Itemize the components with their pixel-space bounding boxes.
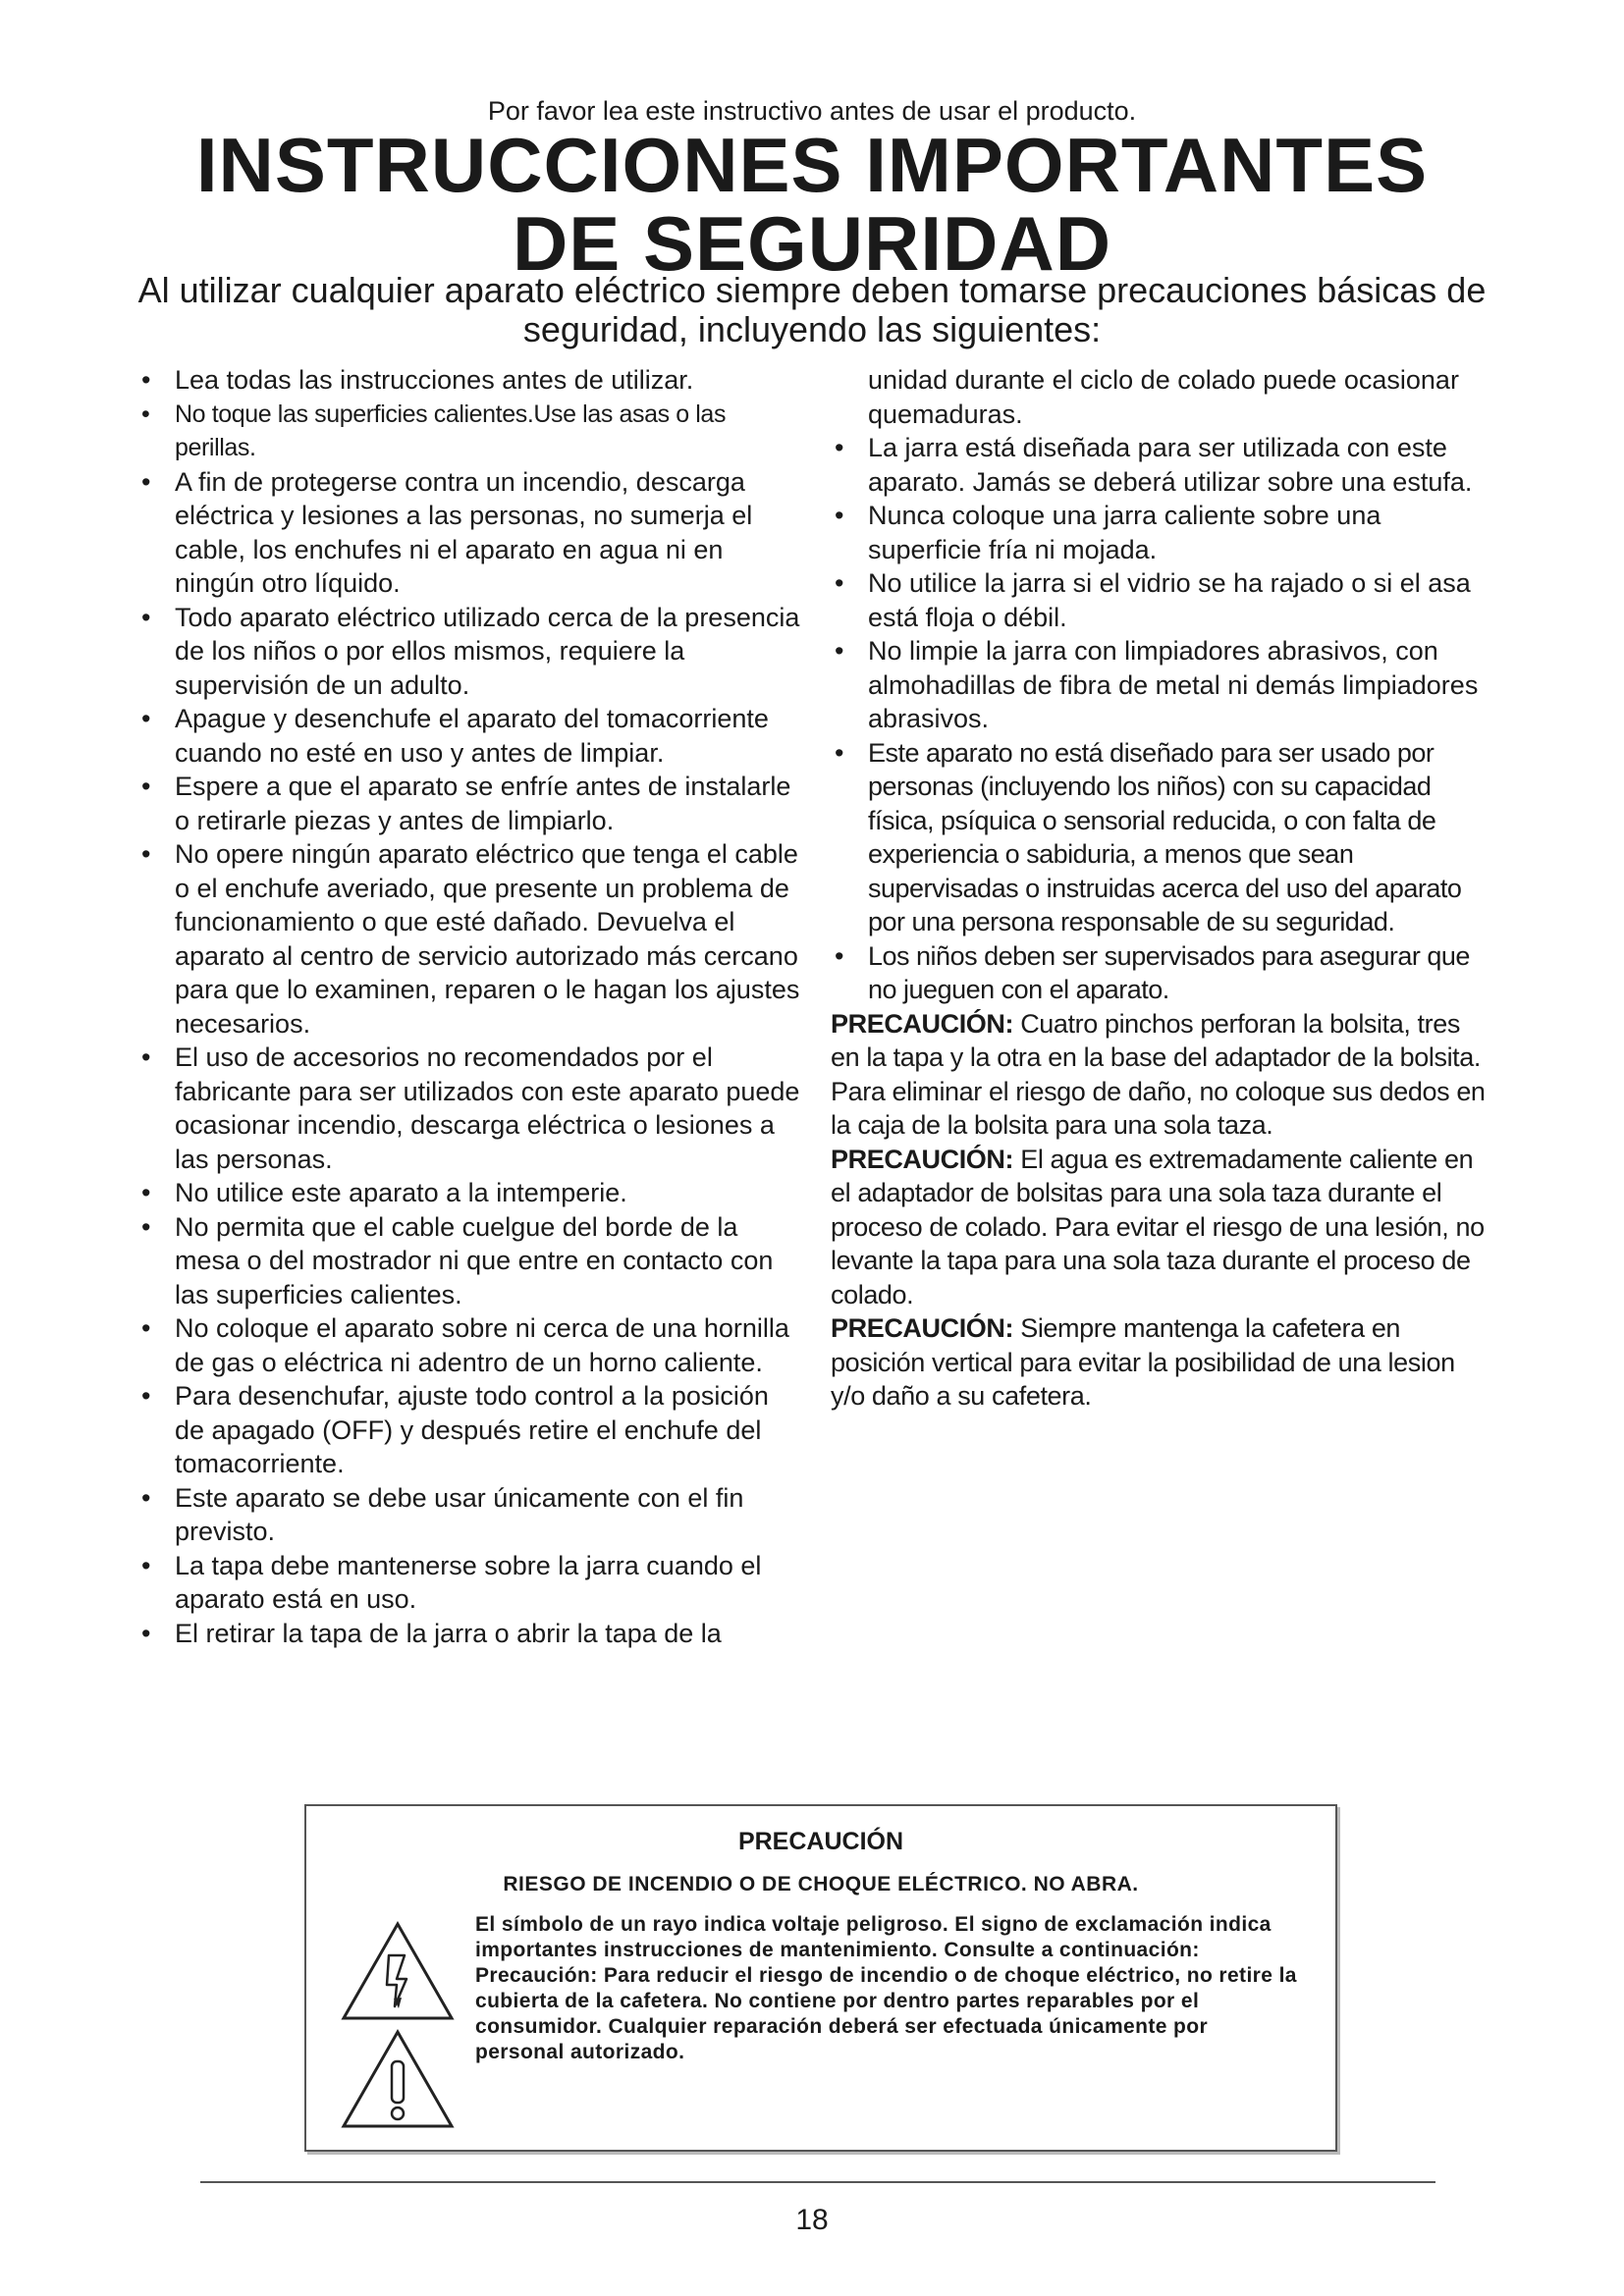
safety-list-right xyxy=(831,431,1490,1007)
list-item: • Nunca coloque una jarra caliente sobre una superficie fría ni mojada. xyxy=(831,499,1490,566)
list-item: • La jarra está diseñada para ser utilizada con este aparato. Jamás se deberá utilizar sobre una estufa. xyxy=(831,431,1490,499)
list-item: • Este aparato no está diseñado para ser usado por personas (incluyendo los niños) con su capacidad física, psíquica o sensorial reducida, o con falta de experiencia o sabiduria, a menos que sean supervisadas o instruidas acerca del uso del aparato por una persona responsable de su seguridad. xyxy=(831,736,1490,939)
list-item: • Para desenchufar, ajuste todo control a la posición de apagado (OFF) y después retire el enchufe del tomacorriente. xyxy=(137,1379,805,1481)
intro-text: Al utilizar cualquier aparato eléctrico siempre deben tomarse precauciones básicas de seguridad, incluyendo las siguientes: xyxy=(137,270,1487,349)
title-line-1: INSTRUCCIONES IMPORTANTES xyxy=(195,122,1429,208)
list-item: • Apague y desenchufe el aparato del tomacorriente cuando no esté en uso y antes de limpiar. xyxy=(137,702,805,770)
list-item: • No toque las superficies calientes.Use las asas o las perillas. xyxy=(137,398,805,465)
caution-label: PRECAUCIÓN: xyxy=(831,1144,1014,1174)
page-number: 18 xyxy=(795,2204,829,2236)
list-item: • Espere a que el aparato se enfríe antes de instalarle o retirarle piezas y antes de limpiarlo. xyxy=(137,770,805,837)
list-item: • Lea todas las instrucciones antes de utilizar. xyxy=(137,363,805,398)
warning-text xyxy=(475,1912,1300,2065)
caution-label: PRECAUCIÓN: xyxy=(831,1008,1014,1039)
list-item: • A fin de protegerse contra un incendio, descarga eléctrica y lesiones a las personas, no sumerja el cable, los enchufes ni el aparato en agua ni en ningún otro líquido. xyxy=(137,465,805,601)
page-title xyxy=(0,122,1624,287)
footer-divider xyxy=(200,2181,1435,2183)
left-column xyxy=(137,363,805,1650)
warning-box xyxy=(304,1804,1337,2152)
safety-list-left xyxy=(137,363,805,1650)
list-item: • No utilice la jarra si el vidrio se ha rajado o si el asa está floja o débil. xyxy=(831,566,1490,634)
exclamation-warning-icon xyxy=(340,2028,456,2130)
caution-paragraph xyxy=(831,1007,1490,1143)
list-continuation: unidad durante el ciclo de colado puede ocasionar quemaduras. xyxy=(868,365,1459,429)
list-item: • El uso de accesorios no recomendados por el fabricante para ser utilizados con este aparato puede ocasionar incendio, descarga eléctrica o lesiones a las personas. xyxy=(137,1041,805,1176)
list-item: • No opere ningún aparato eléctrico que tenga el cable o el enchufe averiado, que presente un problema de funcionamiento o que esté dañado. Devuelva el aparato al centro de servicio autorizado más cercano para que lo examinen, reparen o le hagan los ajustes necesarios. xyxy=(137,837,805,1041)
warning-title: PRECAUCIÓN xyxy=(737,1828,904,1855)
list-item: • No limpie la jarra con limpiadores abrasivos, con almohadillas de fibra de metal ni demás limpiadores abrasivos. xyxy=(831,634,1490,736)
list-item: • No coloque el aparato sobre ni cerca de una hornilla de gas o eléctrica ni adentro de un horno caliente. xyxy=(137,1311,805,1379)
lightning-warning-icon xyxy=(340,1920,456,2022)
caution-text: Siempre mantenga la cafetera en posición vertical para evitar la posibilidad de una lesion y/o daño a su cafetera. xyxy=(831,1313,1455,1411)
pre-title: Por favor lea este instructivo antes de usar el producto. xyxy=(487,96,1137,126)
caution-paragraph xyxy=(831,1143,1490,1312)
caution-text: Cuatro pinchos perforan la bolsita, tres en la tapa y la otra en la base del adaptador de la bolsita. Para eliminar el riesgo de daño, no coloque sus dedos en la caja de la bolsita para una sola taza. xyxy=(831,1008,1486,1140)
list-item: • No utilice este aparato a la intemperie. xyxy=(137,1176,805,1210)
list-item: • Los niños deben ser supervisados para asegurar que no jueguen con el aparato. xyxy=(831,939,1490,1007)
list-item: • No permita que el cable cuelgue del borde de la mesa o del mostrador ni que entre en contacto con las superficies calientes. xyxy=(137,1210,805,1312)
caution-paragraph xyxy=(831,1311,1490,1414)
title-line-2: DE SEGURIDAD xyxy=(512,200,1112,287)
warning-paragraph-2: Precaución: Para reducir el riesgo de incendio o de choque eléctrico, no retire la cubierta de la cafetera. No contiene por dentro partes reparables por el consumidor. Cualquier reparación deberá ser efectuada únicamente por personal autorizado. xyxy=(475,1964,1297,2063)
list-item: • El retirar la tapa de la jarra o abrir la tapa de la xyxy=(137,1617,805,1651)
warning-paragraph-1: El símbolo de un rayo indica voltaje peligroso. El signo de exclamación indica importantes instrucciones de mantenimiento. Consulte a continuación: xyxy=(475,1913,1272,1961)
list-item: • Todo aparato eléctrico utilizado cerca de la presencia de los niños o por ellos mismos, requiere la supervisión de un adulto. xyxy=(137,601,805,703)
caution-label: PRECAUCIÓN: xyxy=(831,1313,1014,1343)
caution-text: El agua es extremadamente caliente en el adaptador de bolsitas para una sola taza durante el proceso de colado. Para evitar el riesgo de una lesión, no levante la tapa para una sola taza durante el proceso de colado. xyxy=(831,1144,1485,1309)
list-item: • La tapa debe mantenerse sobre la jarra cuando el aparato está en uso. xyxy=(137,1549,805,1617)
warning-subtitle: RIESGO DE INCENDIO O DE CHOQUE ELÉCTRICO. NO ABRA. xyxy=(503,1873,1139,1896)
right-column xyxy=(831,363,1490,1414)
list-item: • Este aparato se debe usar únicamente con el fin previsto. xyxy=(137,1481,805,1549)
